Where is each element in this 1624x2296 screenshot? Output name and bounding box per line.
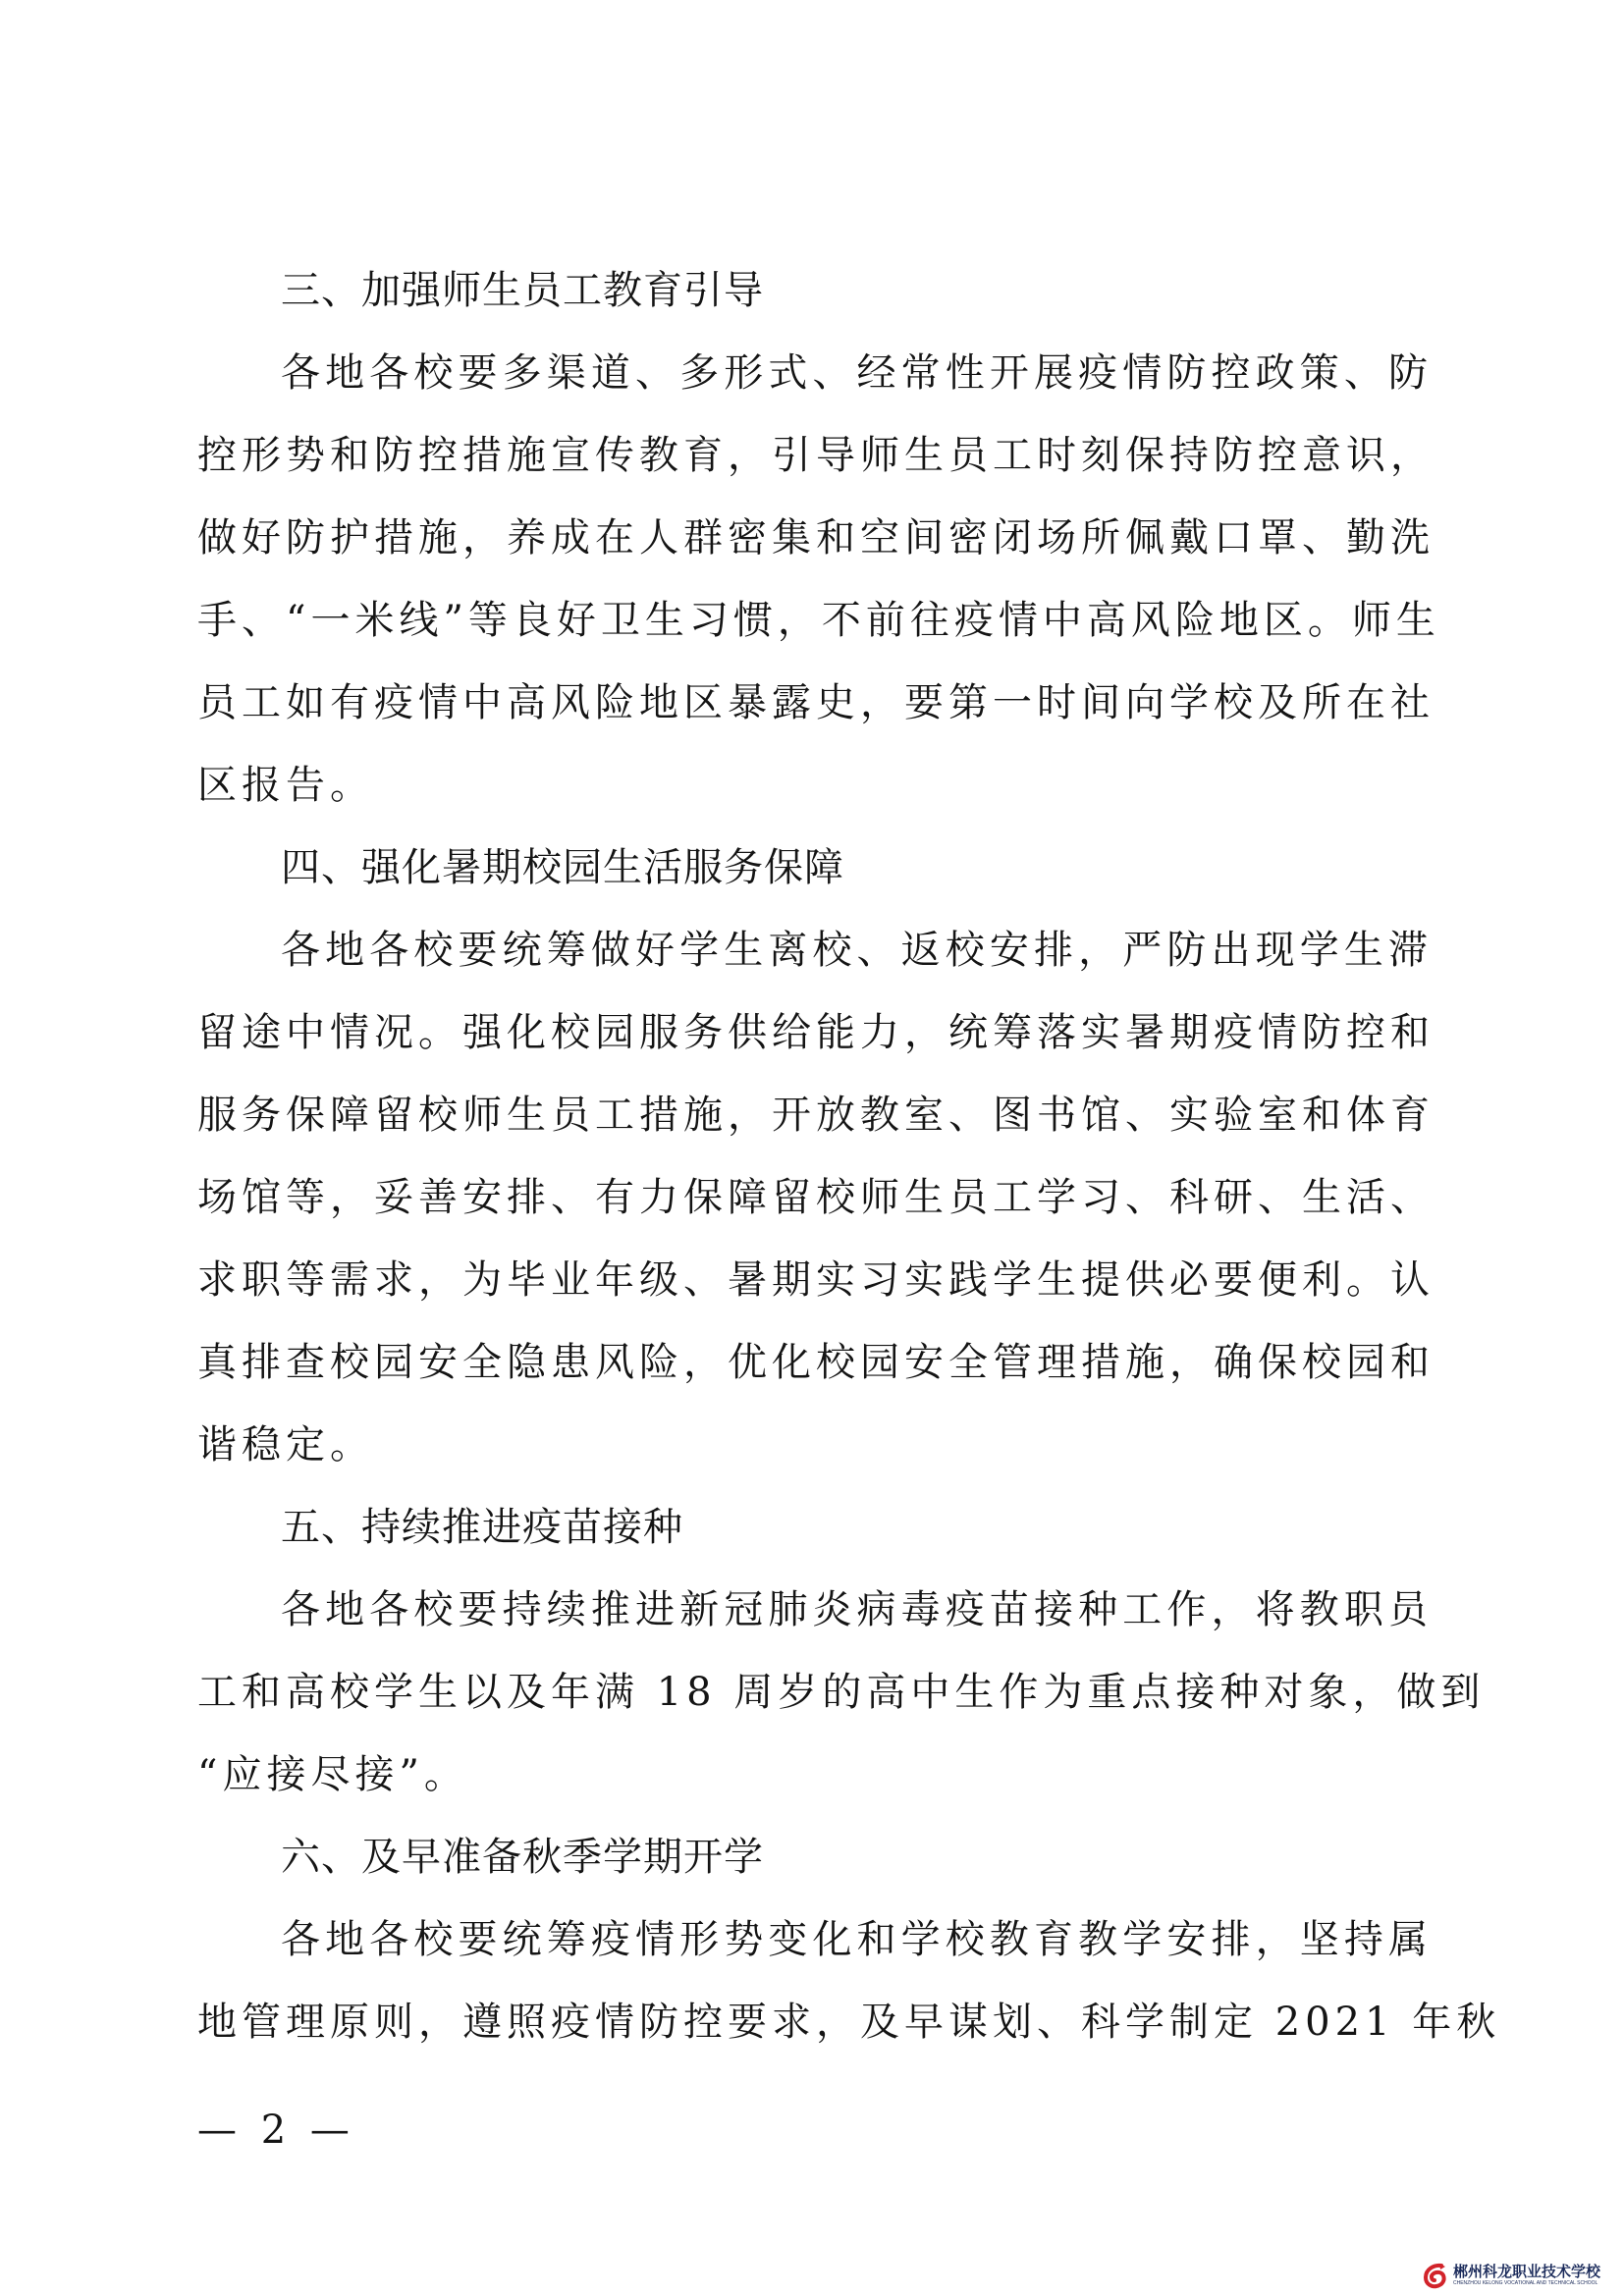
paragraph-line: 各地各校要持续推进新冠肺炎病毒疫苗接种工作，将教职员 (281, 1587, 1433, 1632)
paragraph-line: 各地各校要统筹做好学生离校、返校安排，严防出现学生滞 (281, 928, 1433, 973)
paragraph-line: 求职等需求，为毕业年级、暑期实习实践学生提供必要便利。认 (197, 1257, 1435, 1303)
paragraph-line: 留途中情况。强化校园服务供给能力，统筹落实暑期疫情防控和 (197, 1010, 1435, 1055)
paragraph-line: 谐稳定。 (197, 1422, 374, 1468)
section-heading: 三、加强师生员工教育引导 (281, 268, 764, 313)
section-heading: 六、及早准备秋季学期开学 (281, 1835, 764, 1880)
paragraph-line: 做好防护措施，养成在人群密集和空间密闭场所佩戴口罩、勤洗 (197, 515, 1435, 561)
paragraph-line: 真排查校园安全隐患风险，优化校园安全管理措施，确保校园和 (197, 1340, 1435, 1385)
paragraph-line: “应接尽接”。 (197, 1752, 468, 1797)
section-paragraph (197, 1569, 1486, 1816)
paragraph-line: 员工如有疫情中高风险地区暴露史，要第一时间向学校及所在社 (197, 680, 1435, 725)
paragraph-line: 地管理原则，遵照疫情防控要求，及早谋划、科学制定 2021 年秋 (197, 2000, 1501, 2045)
document-body (197, 249, 1501, 2063)
school-watermark (1420, 2259, 1621, 2292)
paragraph-line: 服务保障留校师生员工措施，开放教室、图书馆、实验室和体育 (197, 1093, 1435, 1138)
school-logo-icon (1420, 2261, 1449, 2290)
paragraph-line: 各地各校要多渠道、多形式、经常性开展疫情防控政策、防 (281, 350, 1433, 396)
section-heading: 五、持续推进疫苗接种 (281, 1505, 683, 1550)
paragraph-line: 各地各校要统筹疫情形势变化和学校教育教学安排，坚持属 (281, 1917, 1433, 1962)
section-paragraph (197, 332, 1440, 827)
section-paragraph (197, 1898, 1501, 2063)
watermark-text (1453, 2265, 1600, 2286)
watermark-school-name: 郴州科龙职业技术学校 (1453, 2263, 1601, 2280)
watermark-school-name-en: CHENZHOU KELONG VOCATIONAL AND TECHNICAL SCHOOL (1453, 2280, 1598, 2286)
paragraph-line: 控形势和防控措施宣传教育，引导师生员工时刻保持防控意识， (197, 433, 1435, 478)
paragraph-line: 工和高校学生以及年满 18 周岁的高中生作为重点接种对象，做到 (197, 1670, 1486, 1715)
section-paragraph (197, 909, 1433, 1486)
paragraph-line: 区报告。 (197, 763, 374, 808)
page-number: — 2 — (197, 2108, 355, 2153)
section-heading: 四、强化暑期校园生活服务保障 (281, 845, 844, 890)
paragraph-line: 手、“一米线”等良好卫生习惯，不前往疫情中高风险地区。师生 (197, 598, 1440, 643)
paragraph-line: 场馆等，妥善安排、有力保障留校师生员工学习、科研、生活、 (197, 1175, 1435, 1220)
